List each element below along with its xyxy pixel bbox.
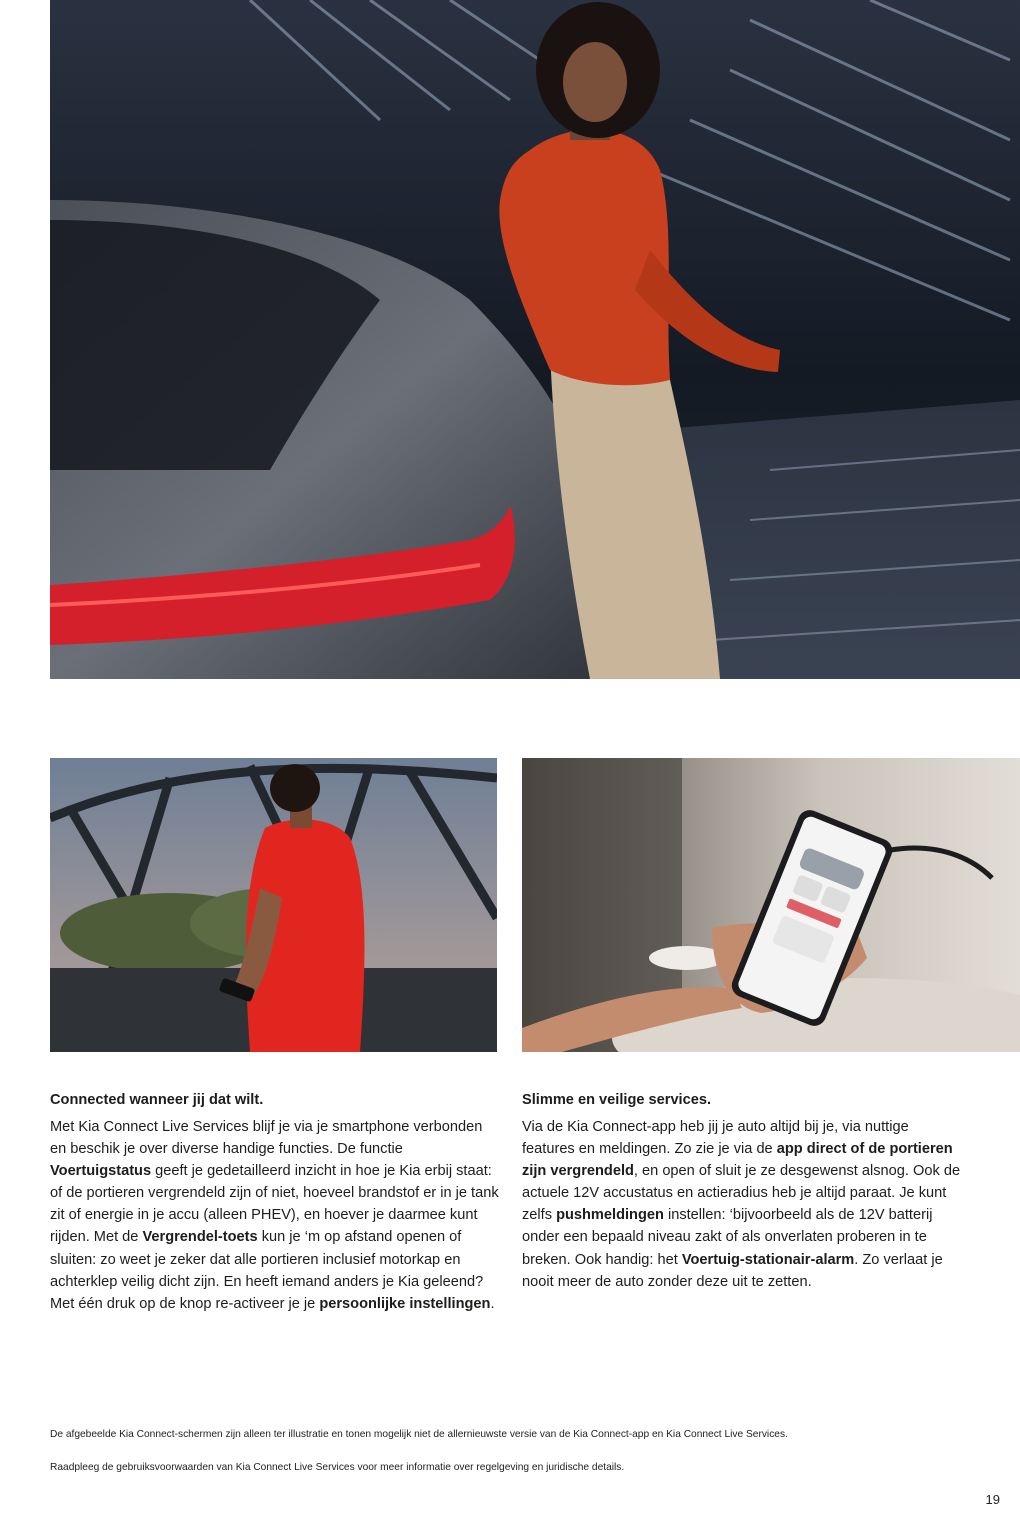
kia-connect-app-photo [522,758,1020,1052]
connected-section [50,1089,500,1315]
services-body [522,1116,962,1293]
services-section [522,1089,962,1293]
connected-heading: Connected wanneer jij dat wilt. [50,1092,264,1108]
page-number: 19 [985,1492,1000,1507]
services-body-emphasis: Voertuig-stationair-alarm [681,1251,855,1268]
hero-photo [50,0,1020,679]
services-body-emphasis: app direct of de portieren zijn vergrendeld [522,1141,953,1180]
services-body-run: . Zo verlaat je nooit meer de auto zonder deze uit te zetten. [522,1251,943,1290]
services-body-run: Via de Kia Connect-app heb jij je auto altijd bij je, via nuttige features en meldingen. Zo zie je via de [522,1119,909,1158]
footnote-terms-of-use: Raadpleeg de gebruiksvoorwaarden van Kia Connect Live Services voor meer informatie over regelgeving en juridische details. [50,1462,625,1473]
connected-body-run: geeft je gedetailleerd inzicht in hoe je Kia erbij staat: of de portieren vergrendeld zijn of niet, hoeveel brandstof er in je tank zit of energie in je accu (alleen PHEV), en hoever je daarmee kunt rijden. Met de [50,1163,499,1246]
footnote-screens-illustration: De afgebeelde Kia Connect-schermen zijn alleen ter illustratie en tonen mogelijk niet de allernieuwste versie van de Kia Connect-app en Kia Connect Live Services. [50,1429,788,1440]
services-body-emphasis: pushmeldingen [556,1207,664,1224]
services-body-run: instellen: ‘bijvoorbeeld als de 12V batterij onder een bepaald niveau zakt of als onverlaten proberen in te breken. Ook handig: het [522,1207,933,1268]
connected-body-run: . [490,1295,495,1312]
connected-body-emphasis: Vergrendel-toets [142,1229,258,1246]
connected-body [50,1116,500,1315]
connected-body-run: kun je ‘m op afstand openen of sluiten: zo weet je zeker dat alle portieren inclusief motorkap en achterklep veilig dicht zijn. En heeft iemand anders je Kia geleend? Met één druk op de knop re-activeer je je [50,1229,484,1312]
connected-body-emphasis: Voertuigstatus [50,1163,152,1180]
connected-body-run: Met Kia Connect Live Services blijf je via je smartphone verbonden en beschik je over diverse handige functies. De functie [50,1119,483,1158]
services-heading: Slimme en veilige services. [522,1092,712,1108]
services-body-run: , en open of sluit je ze desgewenst alsnog. Ook de actuele 12V accustatus en actieradius heb je altijd paraat. Je kunt zelfs [522,1163,961,1224]
connected-body-emphasis: persoonlijke instellingen [319,1295,491,1312]
phone-user-photo [50,758,497,1052]
